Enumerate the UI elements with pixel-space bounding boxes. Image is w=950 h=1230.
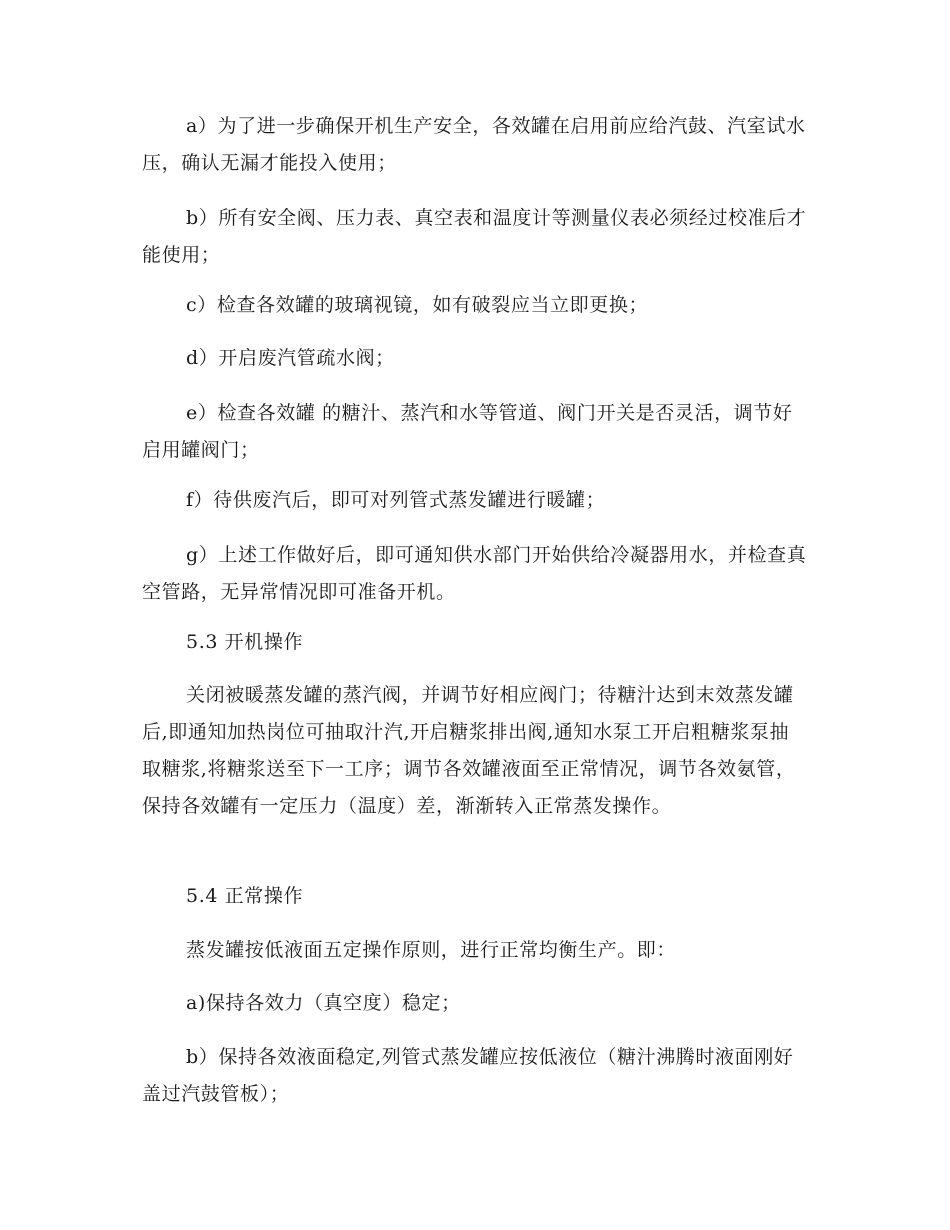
section-heading-5-4: 5.4 正常操作	[186, 885, 304, 907]
paragraph-a: a）为了进一步确保开机生产安全，各效罐在启用前应给汽鼓、汽室试水压，确认无漏才能投入使用；	[142, 115, 806, 174]
paragraph-normal-b: b）保持各效液面稳定,列管式蒸发罐应按低液位（糖汁沸腾时液面刚好盖过汽鼓管板）；	[142, 1046, 794, 1105]
paragraph-normal-operation: 蒸发罐按低液面五定操作原则，进行正常均衡生产。即：	[186, 939, 677, 961]
paragraph-b: b）所有安全阀、压力表、真空表和温度计等测量仪表必须经过校准后才能使用；	[142, 207, 807, 266]
paragraph-f: f）待供废汽后，即可对列管式蒸发罐进行暖罐；	[186, 489, 606, 511]
paragraph-normal-a: a)保持各效力（真空度）稳定；	[186, 992, 461, 1014]
paragraph-startup: 关闭被暖蒸发罐的蒸汽阀，并调节好相应阀门；待糖汁达到末效蒸发罐后,即通知加热岗位可抽取汁汽,开启糖浆排出阀,通知水泵工开启粗糖浆泵抽取糖浆,将糖浆送至下一工序；调节各效罐液面至正常情况，调节各效氨管，保持各效罐有一定压力（温度）差，渐渐转入正常蒸发操作。	[142, 684, 796, 817]
section-heading-5-3: 5.3 开机操作	[186, 631, 304, 653]
paragraph-e: e）检查各效罐 的糖汁、蒸汽和水等管道、阀门开关是否灵活，调节好启用罐阀门；	[142, 402, 793, 461]
paragraph-g: g）上述工作做好后，即可通知供水部门开始供给冷凝器用水，并检查真空管路，无异常情况即可准备开机。	[142, 544, 807, 603]
paragraph-d: d）开启废汽管疏水阀；	[186, 347, 395, 369]
paragraph-c: c）检查各效罐的玻璃视镜，如有破裂应当立即更换；	[186, 294, 649, 316]
